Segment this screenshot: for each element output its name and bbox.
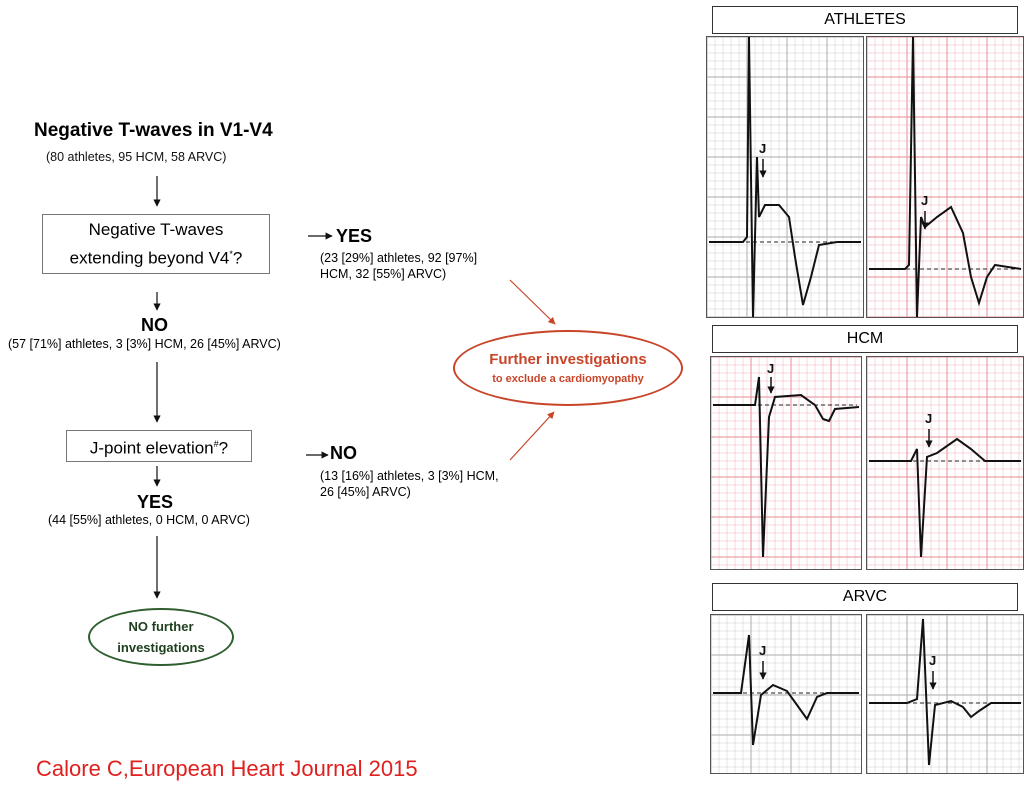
ecg-grid xyxy=(867,615,1023,773)
q1-footnote-mark: * xyxy=(229,248,233,259)
ecg-hcm-right xyxy=(866,356,1024,570)
q2-text: J-point elevation xyxy=(89,438,214,458)
q2-yes-label: YES xyxy=(137,492,174,512)
panel-header-hcm: HCM xyxy=(712,325,1018,353)
j-label: J xyxy=(759,141,767,156)
q2-question-mark: ? xyxy=(218,438,229,458)
ecg-grid xyxy=(711,357,861,569)
start-title: Negative T-waves in V1-V4 xyxy=(34,120,273,141)
ecg-trace xyxy=(709,37,861,317)
ecg-arvc-left xyxy=(710,614,862,774)
q1-no-label: NO xyxy=(141,315,168,335)
j-label: J xyxy=(767,361,775,376)
panel-header-athletes: ATHLETES xyxy=(712,6,1018,34)
q2-no-text-2: 26 [45%] ARVC) xyxy=(320,485,411,499)
q1-line1: Negative T-waves xyxy=(88,219,224,239)
ecg-arvc-right xyxy=(866,614,1024,774)
citation: Calore C,European Heart Journal 2015 xyxy=(36,756,418,781)
q2-no-label: NO xyxy=(330,443,357,463)
q2-footnote-mark: # xyxy=(213,438,219,449)
nofurther-line1: NO further xyxy=(128,619,194,634)
panel-header-arvc: ARVC xyxy=(712,583,1018,611)
ecg-athletes-right xyxy=(866,36,1024,318)
ecg-grid xyxy=(867,37,1023,317)
j-label: J xyxy=(759,643,767,658)
j-label: J xyxy=(921,193,929,208)
ecg-trace xyxy=(869,37,1021,317)
ecg-hcm-left xyxy=(710,356,862,570)
q1-no-text: (57 [71%] athletes, 3 [3%] HCM, 26 [45%] ARVC) xyxy=(8,337,281,351)
q1-question-mark: ? xyxy=(232,248,243,268)
j-label: J xyxy=(929,653,937,668)
q1-yes-text-1: (23 [29%] athletes, 92 [97%] xyxy=(320,251,478,265)
ecg-grid xyxy=(707,37,863,317)
q1-line2: extending beyond V4 xyxy=(69,248,230,268)
q2-no-text-1: (13 [16%] athletes, 3 [3%] HCM, xyxy=(320,469,499,483)
further-line2: to exclude a cardiomyopathy xyxy=(492,373,644,385)
q1-yes-text-2: HCM, 32 [55%] ARVC) xyxy=(320,267,447,281)
nofurther-line2: investigations xyxy=(117,640,205,655)
ecg-athletes-left xyxy=(706,36,864,318)
start-subtitle: (80 athletes, 95 HCM, 58 ARVC) xyxy=(46,150,227,164)
ecg-trace xyxy=(869,439,1021,557)
q1-yes-label: YES xyxy=(336,226,373,246)
ecg-grid xyxy=(867,357,1023,569)
arrow-no-to-further xyxy=(510,412,554,460)
j-label: J xyxy=(925,411,933,426)
further-line1: Further investigations xyxy=(489,351,647,368)
arrow-yes-to-further xyxy=(510,280,555,324)
q2-yes-text: (44 [55%] athletes, 0 HCM, 0 ARVC) xyxy=(48,513,250,527)
